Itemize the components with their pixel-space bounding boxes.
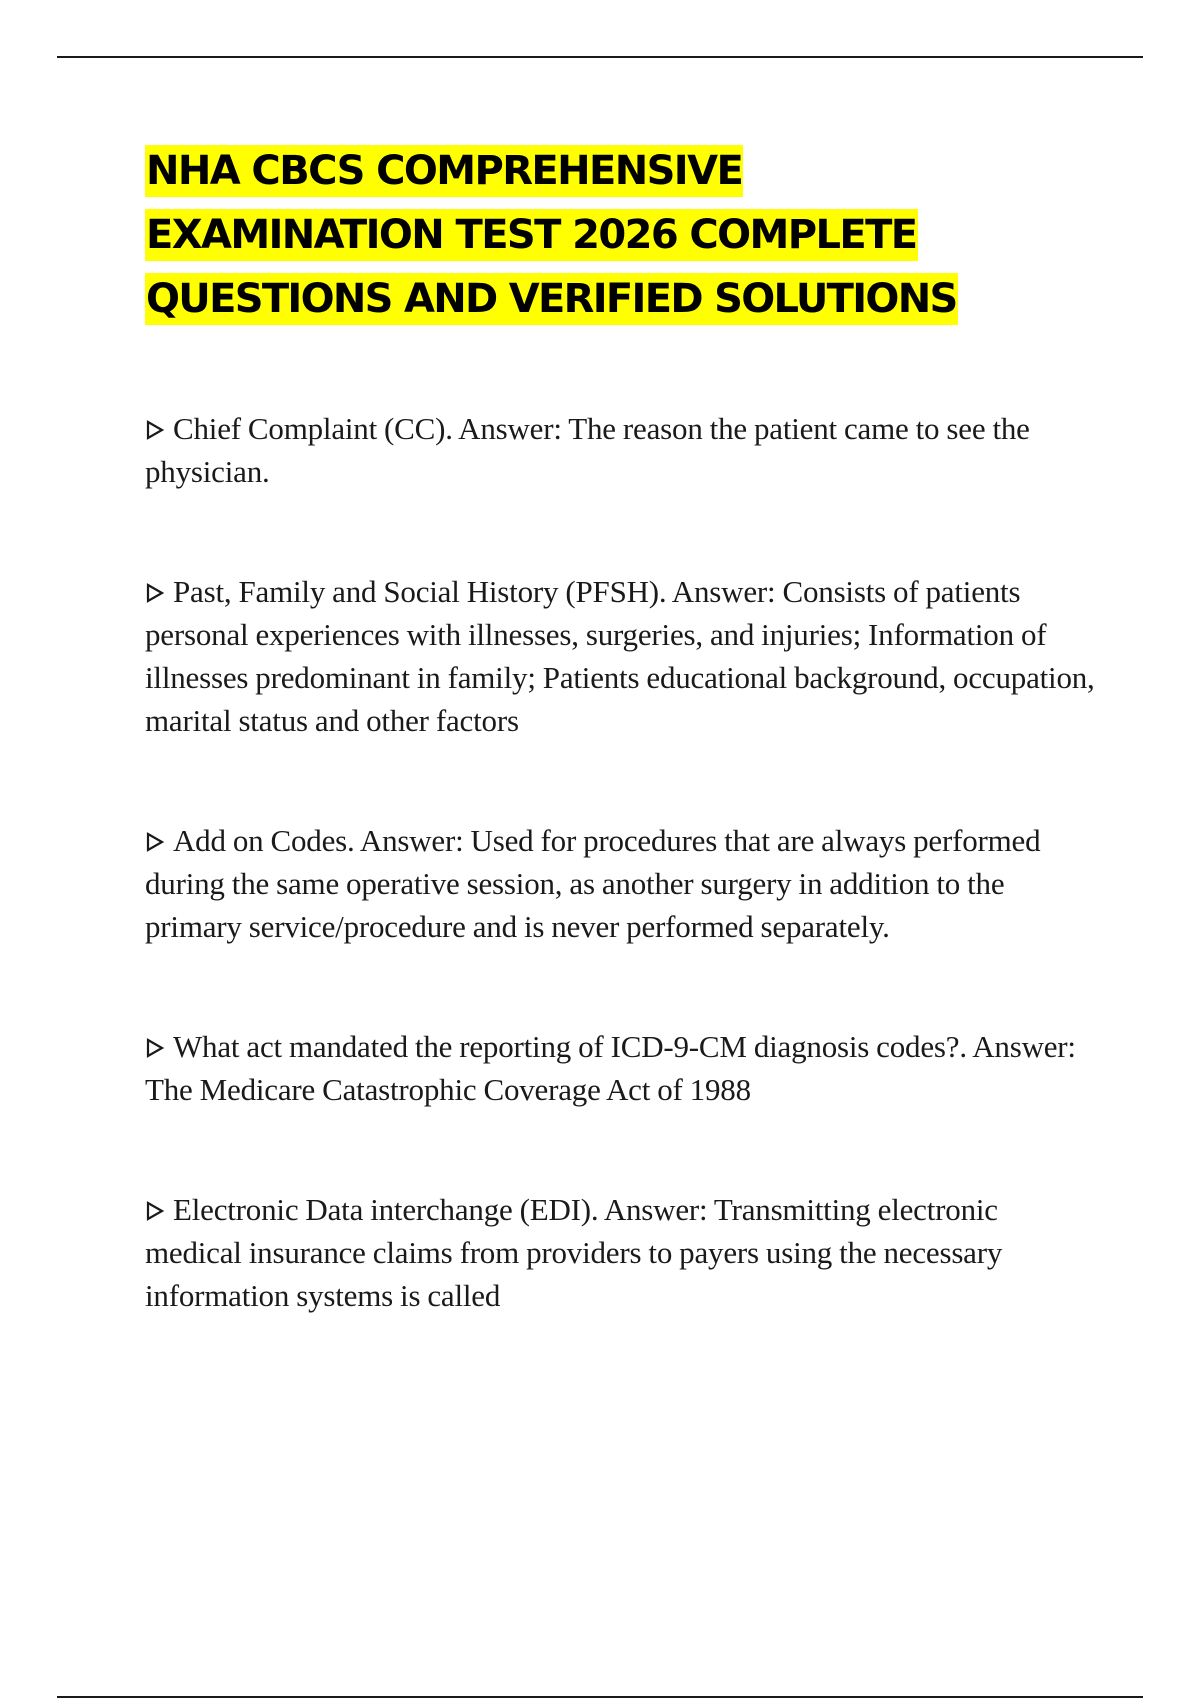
qa-entry-text: What act mandated the reporting of ICD-9-CM diagnosis codes?. Answer: The Medicare Catastrophic Coverage Act of 1988: [145, 1029, 1076, 1107]
qa-entry-icd9-act: [145, 1025, 1095, 1111]
qa-entry-pfsh: [145, 570, 1095, 742]
qa-entry-text: Past, Family and Social History (PFSH). Answer: Consists of patients personal experiences with illnesses, surgeries, and injuries; Information of illnesses predominant in family; Patients educational background, occupation, marital status and other factors: [145, 574, 1095, 738]
top-rule: [57, 56, 1143, 58]
qa-entry-chief-complaint: [145, 407, 1095, 493]
qa-entry-add-on-codes: [145, 819, 1095, 948]
qa-entry-text: Chief Complaint (CC). Answer: The reason the patient came to see the physician.: [145, 411, 1030, 489]
bottom-rule: [57, 1696, 1143, 1698]
play-triangle-outline-icon: [145, 1038, 165, 1058]
title-line-1: NHA CBCS COMPREHENSIVE: [145, 145, 743, 197]
title-line-3: QUESTIONS AND VERIFIED SOLUTIONS: [145, 273, 958, 325]
play-triangle-outline-icon: [145, 1201, 165, 1221]
title-line-2: EXAMINATION TEST 2026 COMPLETE: [145, 209, 918, 261]
play-triangle-outline-icon: [145, 832, 165, 852]
qa-entry-text: Add on Codes. Answer: Used for procedures that are always performed during the same operative session, as another surgery in addition to the primary service/procedure and is never performed separately.: [145, 823, 1041, 944]
qa-entry-edi: [145, 1188, 1095, 1317]
qa-list: [145, 407, 1095, 1317]
qa-entry-text: Electronic Data interchange (EDI). Answer: Transmitting electronic medical insurance claims from providers to payers using the necessary information systems is called: [145, 1192, 1003, 1313]
play-triangle-outline-icon: [145, 420, 165, 440]
document-title: [145, 145, 1105, 337]
play-triangle-outline-icon: [145, 583, 165, 603]
